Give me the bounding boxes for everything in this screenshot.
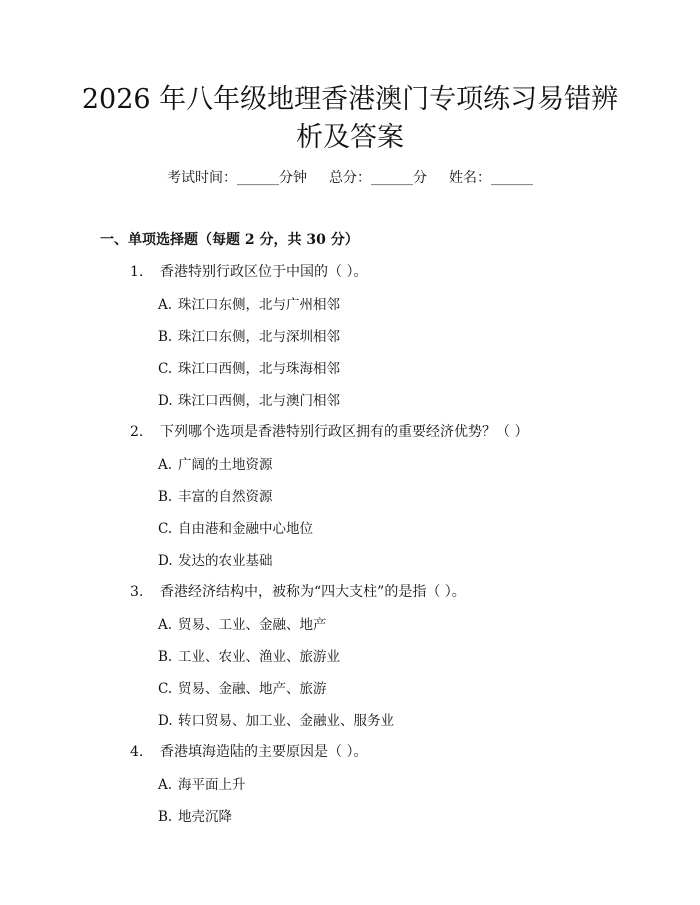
option-text: 地壳沉降 [178, 809, 232, 825]
question-number: 2. [130, 424, 144, 440]
exam-info [0, 167, 700, 187]
option-label: B. [158, 489, 173, 505]
document-title-line-2: 析及答案 [296, 122, 404, 153]
option-text: 珠江口东侧，北与深圳相邻 [178, 329, 340, 345]
question-4-option-a [158, 773, 246, 793]
option-text: 海平面上升 [178, 777, 246, 793]
student-name-label: 姓名：______ [449, 170, 533, 186]
total-score-label: 总分：______分 [329, 170, 427, 186]
question-4 [130, 741, 367, 761]
question-3 [130, 581, 466, 601]
question-2 [130, 421, 528, 441]
option-text: 自由港和金融中心地位 [178, 521, 313, 537]
option-label: A. [158, 297, 173, 313]
option-label: B. [158, 649, 173, 665]
question-1 [130, 261, 367, 281]
option-text: 工业、农业、渔业、旅游业 [178, 649, 340, 665]
option-text: 珠江口东侧，北与广州相邻 [178, 297, 340, 313]
question-3-option-b [158, 645, 340, 665]
question-3-option-a [158, 613, 327, 633]
option-label: D. [158, 393, 173, 409]
option-label: A. [158, 777, 173, 793]
question-2-option-a [158, 453, 273, 473]
option-text: 广阔的土地资源 [178, 457, 273, 473]
question-3-option-d [158, 709, 394, 729]
option-label: C. [158, 521, 173, 537]
question-1-option-b [158, 325, 340, 345]
option-text: 珠江口西侧，北与澳门相邻 [178, 393, 340, 409]
question-2-option-b [158, 485, 273, 505]
option-label: B. [158, 809, 173, 825]
exam-time-label: 考试时间：______分钟 [167, 170, 307, 186]
question-2-option-d [158, 549, 273, 569]
question-1-option-a [158, 293, 340, 313]
option-label: D. [158, 553, 173, 569]
question-2-option-c [158, 517, 313, 537]
option-label: C. [158, 681, 173, 697]
question-text: 香港经济结构中，被称为“四大支柱”的是指（ ）。 [160, 584, 466, 600]
option-label: B. [158, 329, 173, 345]
question-text: 下列哪个选项是香港特别行政区拥有的重要经济优势？（ ） [160, 424, 529, 440]
question-1-option-c [158, 357, 340, 377]
question-number: 3. [130, 584, 144, 600]
option-label: D. [158, 713, 173, 729]
option-label: A. [158, 617, 173, 633]
option-text: 贸易、金融、地产、旅游 [178, 681, 327, 697]
option-text: 贸易、工业、金融、地产 [178, 617, 327, 633]
option-text: 珠江口西侧，北与珠海相邻 [178, 361, 340, 377]
option-text: 转口贸易、加工业、金融业、服务业 [178, 713, 394, 729]
question-1-option-d [158, 389, 340, 409]
question-4-option-b [158, 805, 232, 825]
question-3-option-c [158, 677, 327, 697]
question-text: 香港填海造陆的主要原因是（ ）。 [160, 744, 368, 760]
option-label: A. [158, 457, 173, 473]
question-number: 1. [130, 264, 144, 280]
option-text: 丰富的自然资源 [178, 489, 273, 505]
question-text: 香港特别行政区位于中国的（ ）。 [160, 264, 368, 280]
question-number: 4. [130, 744, 144, 760]
document-title-line-1: 2026 年八年级地理香港澳门专项练习易错辨 [81, 84, 619, 115]
option-label: C. [158, 361, 173, 377]
option-text: 发达的农业基础 [178, 553, 273, 569]
section-heading: 一、单项选择题（每题 2 分，共 30 分） [100, 232, 359, 248]
